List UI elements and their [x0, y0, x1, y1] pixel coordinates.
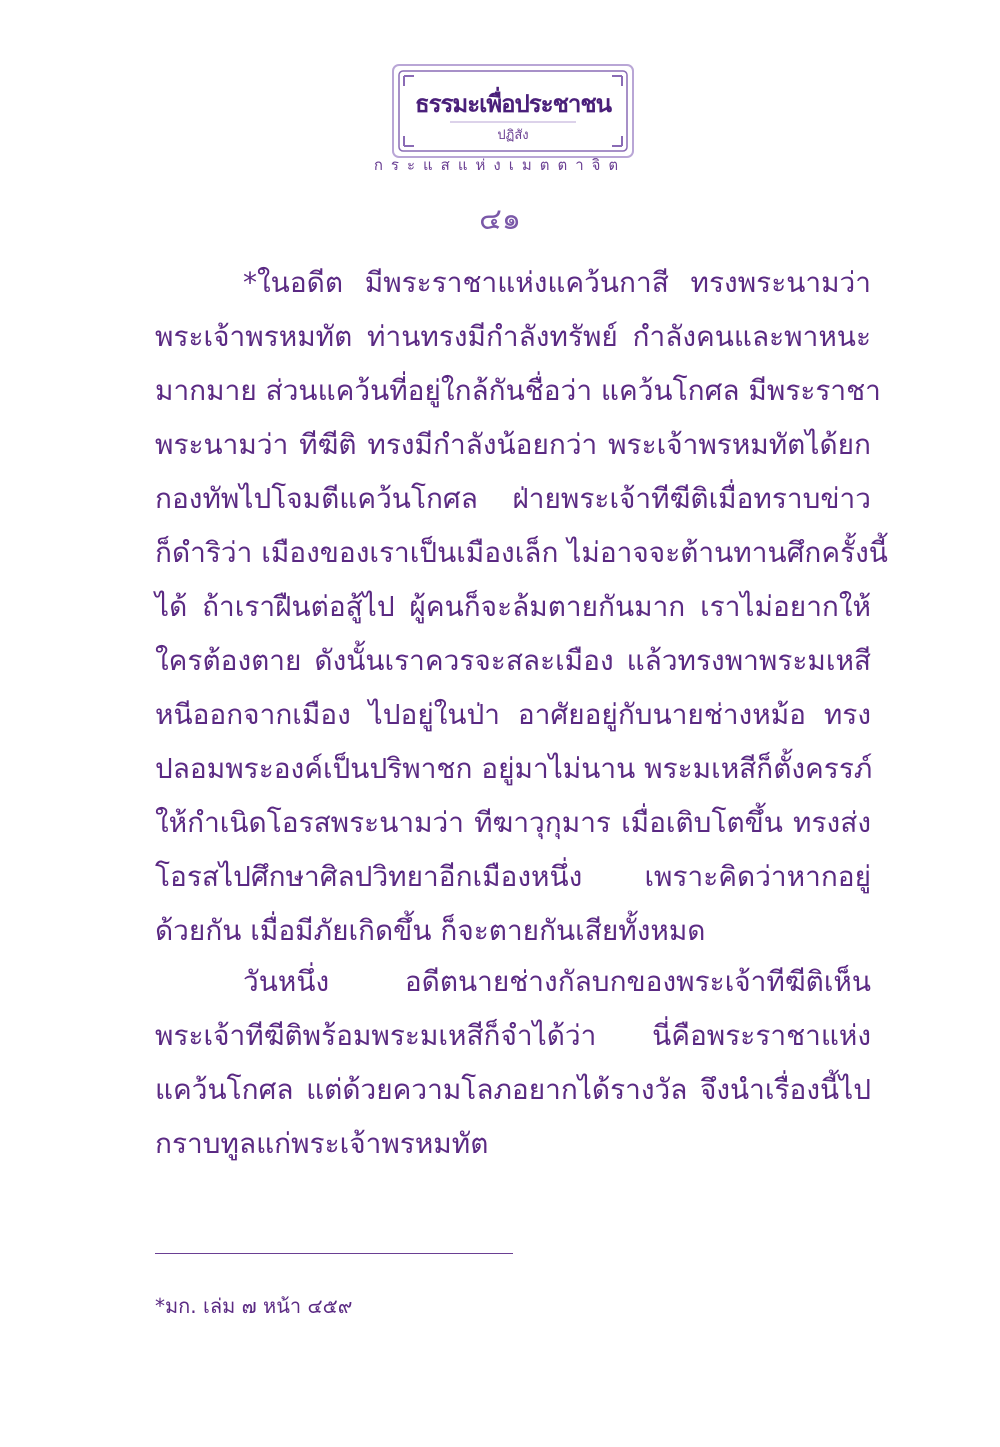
- paragraph-2: [155, 955, 871, 1171]
- text-line: หนีออกจากเมือง ไปอยู่ในป่า อาศัยอยู่กับนายช่างหม้อ ทรง: [155, 698, 871, 731]
- text-line: มากมาย ส่วนแคว้นที่อยู่ใกล้กันชื่อว่า แคว้นโกศล มีพระราชา: [155, 374, 881, 407]
- text-line: วันหนึ่ง อดีตนายช่างกัลบกของพระเจ้าทีฆีติเห็น: [243, 965, 871, 998]
- text-line: ได้ ถ้าเราฝืนต่อสู้ไป ผู้คนก็จะล้มตายกันมาก เราไม่อยากให้: [155, 590, 871, 623]
- text-line: กราบทูลแก่พระเจ้าพรหมทัต: [155, 1127, 489, 1160]
- text-line: กองทัพไปโจมตีแคว้นโกศล ฝ่ายพระเจ้าทีฆีติเมื่อทราบข่าว: [155, 482, 871, 515]
- text-line: ให้กำเนิดโอรสพระนามว่า ทีฆาวุกุมาร เมื่อเติบโตขึ้น ทรงส่ง: [155, 806, 871, 839]
- page-number: ๔๑: [479, 202, 521, 237]
- book-logo: [390, 62, 636, 160]
- logo-title: ธรรมะเพื่อประชาชน: [414, 90, 612, 118]
- text-line: พระนามว่า ทีฆีติ ทรงมีกำลังน้อยกว่า พระเจ้าพรหมทัตได้ยก: [155, 428, 871, 461]
- text-line: พระเจ้าพรหมทัต ท่านทรงมีกำลังทรัพย์ กำลังคนและพาหนะ: [155, 320, 871, 353]
- footnote-divider: [155, 1253, 513, 1254]
- text-line: ปลอมพระองค์เป็นปริพาชก อยู่มาไม่นาน พระมเหสีก็ตั้งครรภ์: [155, 752, 873, 785]
- text-line: *ในอดีต มีพระราชาแห่งแคว้นกาสี ทรงพระนามว่า: [243, 266, 871, 299]
- text-line: โอรสไปศึกษาศิลปวิทยาอีกเมืองหนึ่ง เพราะคิดว่าหากอยู่: [155, 860, 871, 893]
- text-line: แคว้นโกศล แต่ด้วยความโลภอยากได้รางวัล จึงนำเรื่องนี้ไป: [155, 1073, 871, 1106]
- text-line: ด้วยกัน เมื่อมีภัยเกิดขึ้น ก็จะตายกันเสียทั้งหมด: [155, 914, 706, 947]
- text-line: พระเจ้าทีฆีติพร้อมพระมเหสีก็จำได้ว่า นี่คือพระราชาแห่ง: [155, 1019, 871, 1052]
- logo-subtitle: ปฏิสัง: [497, 128, 529, 143]
- text-line: ใครต้องตาย ดังนั้นเราควรจะสละเมือง แล้วทรงพาพระมเหสี: [155, 644, 871, 677]
- book-tagline: กระแสแห่งเมตตาจิต: [373, 156, 627, 174]
- paragraph-1: [155, 256, 888, 958]
- footnote: *มก. เล่ม ๗ หน้า ๔๕๙: [155, 1294, 353, 1318]
- text-line: ก็ดำริว่า เมืองของเราเป็นเมืองเล็ก ไม่อาจจะต้านทานศึกครั้งนี้: [155, 536, 888, 569]
